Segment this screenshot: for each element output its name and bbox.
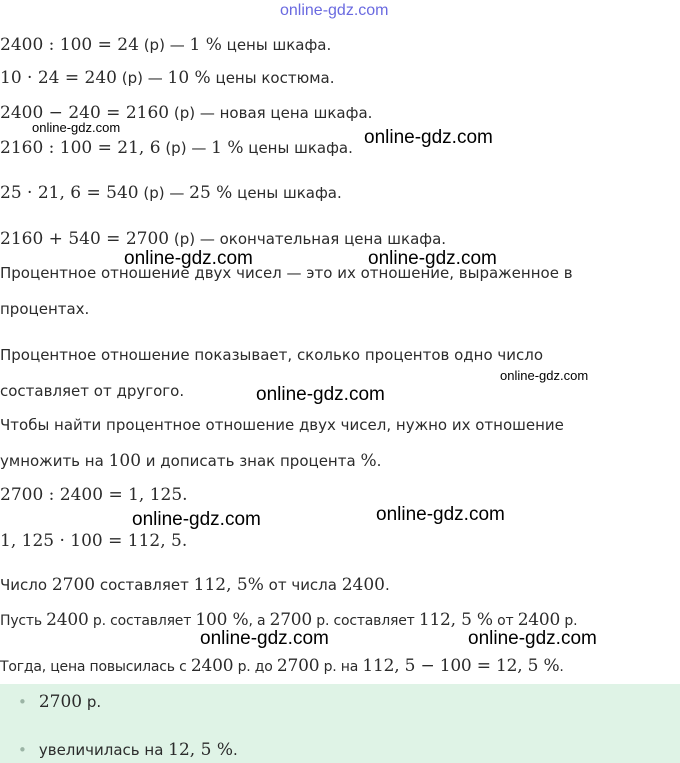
- math: 1 %: [211, 138, 244, 158]
- watermark: online-gdz.com: [200, 628, 329, 649]
- text: (р) —: [160, 139, 212, 157]
- text: Тогда, цена повысилась с: [0, 659, 191, 675]
- calc-line-5: [0, 182, 342, 204]
- math: 1 %: [189, 35, 222, 55]
- watermark: online-gdz.com: [132, 509, 261, 530]
- math: 2400: [517, 610, 561, 630]
- bullet-icon: •: [18, 741, 27, 759]
- text: р.: [82, 693, 102, 711]
- text: составляет: [95, 576, 194, 594]
- answer-item-1: [18, 690, 101, 714]
- text: цены шкафа.: [221, 36, 332, 54]
- calc-line-1: [0, 34, 331, 56]
- watermark: online-gdz.com: [468, 628, 597, 649]
- watermark: online-gdz.com: [364, 127, 493, 148]
- watermark: online-gdz.com: [376, 504, 505, 525]
- math: %: [360, 451, 377, 471]
- math: 25 %: [189, 183, 233, 203]
- text: от числа: [263, 576, 342, 594]
- answer-item-2: [18, 738, 238, 762]
- math: 2400 − 240 = 2160: [0, 103, 170, 123]
- bullet-icon: •: [18, 693, 27, 711]
- math: 12, 5 %: [168, 740, 233, 760]
- watermark: online-gdz.com: [124, 248, 253, 269]
- text: Пусть: [0, 613, 47, 629]
- math: 10 %: [167, 68, 211, 88]
- text: р. на: [319, 659, 363, 675]
- text: .: [232, 741, 238, 759]
- math: 2400: [46, 610, 89, 630]
- text: р.: [560, 613, 578, 629]
- watermark: online-gdz.com: [500, 368, 589, 383]
- math: 2400: [341, 575, 385, 595]
- text: , а: [248, 613, 270, 629]
- math: 10 · 24 = 240: [0, 68, 117, 88]
- text: (р) — новая цена шкафа.: [169, 104, 373, 122]
- text: цены шкафа.: [243, 139, 353, 157]
- math: 2160 + 540 = 2700: [0, 229, 170, 249]
- theory-p2-line2: составляет от другого.: [0, 382, 185, 400]
- watermark: online-gdz.com: [368, 248, 497, 269]
- math: 2700: [269, 610, 313, 630]
- theory-p1-line2: процентах.: [0, 300, 90, 318]
- math: 100: [108, 451, 142, 471]
- text: увеличилась на: [38, 741, 169, 759]
- text: .: [385, 576, 390, 594]
- text: и дописать знак процента: [141, 452, 361, 470]
- watermark: online-gdz.com: [32, 120, 121, 135]
- text: (р) —: [116, 69, 168, 87]
- math: 100 %: [195, 610, 249, 630]
- conclusion-line-1: [0, 574, 390, 596]
- watermark: online-gdz.com: [256, 384, 385, 405]
- math: 2700: [38, 692, 83, 712]
- answer-box: [0, 684, 680, 763]
- text: р. составляет: [312, 613, 419, 629]
- math: 112, 5 %: [418, 610, 493, 630]
- theory-p2-line1: Процентное отношение показывает, сколько процентов одно число: [0, 346, 544, 364]
- theory-p3-line1: Чтобы найти процентное отношение двух чисел, нужно их отношение: [0, 416, 564, 434]
- math: 2160 : 100 = 21, 6: [0, 138, 161, 158]
- ratio-line-1: 2700 : 2400 = 1, 125.: [0, 485, 188, 505]
- theory-p3-line2: [0, 450, 381, 472]
- math: 25 · 21, 6 = 540: [0, 183, 139, 203]
- text: от: [492, 613, 518, 629]
- text: Число: [0, 576, 52, 594]
- calc-line-6: [0, 228, 446, 250]
- ratio-line-2: 1, 125 · 100 = 112, 5.: [0, 531, 188, 551]
- text: (р) —: [138, 184, 190, 202]
- conclusion-line-3: [0, 655, 564, 678]
- watermark-top: online-gdz.com: [280, 2, 389, 19]
- math: 112, 5%: [193, 575, 264, 595]
- calc-line-4: [0, 137, 353, 159]
- math: 2400: [190, 656, 234, 676]
- text: цены костюма.: [210, 69, 335, 87]
- calc-line-2: [0, 67, 334, 89]
- text: умножить на: [0, 452, 109, 470]
- text: цены шкафа.: [232, 184, 342, 202]
- math: 2400 : 100 = 24: [0, 35, 139, 55]
- math: 112, 5 − 100 = 12, 5 %: [362, 656, 560, 676]
- math: 2700: [51, 575, 96, 595]
- text: .: [559, 659, 564, 675]
- text: р. составляет: [88, 613, 196, 629]
- math: 2700: [276, 656, 320, 676]
- text: (р) — окончательная цена шкафа.: [169, 230, 447, 248]
- text: (р) —: [138, 36, 190, 54]
- text: р. до: [233, 659, 277, 675]
- theory-p1-line1: Процентное отношение двух чисел — это их отношение, выраженное в: [0, 264, 573, 282]
- text: .: [376, 452, 382, 470]
